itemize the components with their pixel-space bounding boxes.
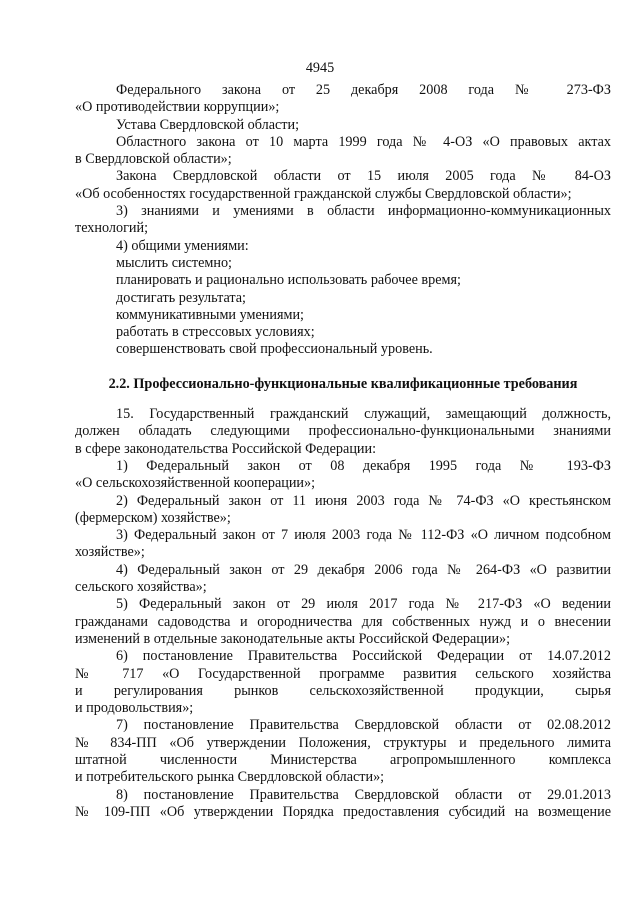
line: 8) постановление Правительства Свердловской области от 29.01.2013: [116, 786, 611, 803]
skill-item: работать в стрессовых условиях;: [116, 324, 315, 341]
line: сельского хозяйства»;: [75, 579, 207, 596]
line: № 717 «О Государственной программе развития сельского хозяйства: [75, 665, 611, 682]
line: Областного закона от 10 марта 1999 года № 4-ОЗ «О правовых актах: [116, 133, 611, 150]
line: и продовольствия»;: [75, 700, 194, 717]
line: Закона Свердловской области от 15 июля 2005 года № 84-ОЗ: [116, 168, 611, 185]
skill-item: достигать результата;: [116, 289, 246, 306]
skill-item: коммуникативными умениями;: [116, 306, 304, 323]
line: 7) постановление Правительства Свердловской области от 02.08.2012: [116, 717, 611, 734]
skill-item: совершенствовать свой профессиональный уровень.: [116, 341, 433, 358]
line: и регулирования рынков сельскохозяйственной продукции, сырья: [75, 682, 611, 699]
skill-item: планировать и рационально использовать рабочее время;: [116, 272, 461, 289]
line: Устава Свердловской области;: [116, 116, 300, 133]
line: «Об особенностях государственной гражданской службы Свердловской области»;: [75, 185, 572, 202]
line: 3) знаниями и умениями в области информационно-коммуникационных: [116, 203, 611, 220]
line: «О сельскохозяйственной кооперации»;: [75, 475, 316, 492]
line: 3) Федеральный закон от 7 июля 2003 года № 112-ФЗ «О личном подсобном: [116, 527, 611, 544]
document-body: [75, 82, 611, 821]
line: гражданами садоводства и огородничества для собственных нужд и о внесении: [75, 613, 611, 630]
line: 4) общими умениями:: [116, 237, 249, 254]
line: 5) Федеральный закон от 29 июля 2017 года № 217-ФЗ «О ведении: [116, 596, 611, 613]
line: 2) Федеральный закон от 11 июня 2003 года № 74-ФЗ «О крестьянском: [116, 492, 611, 509]
line: изменений в отдельные законодательные акты Российской Федерации»;: [75, 630, 511, 647]
line: должен обладать следующими профессионально-функциональными знаниями: [75, 423, 611, 440]
line: технологий;: [75, 220, 149, 237]
line: № 109-ПП «Об утверждении Порядка предоставления субсидий на возмещение: [75, 803, 611, 820]
line: хозяйстве»;: [75, 544, 145, 561]
line: Федерального закона от 25 декабря 2008 года № 273-ФЗ: [116, 82, 611, 98]
line: штатной численности Министерства агропромышленного комплекса: [75, 751, 611, 768]
line: 4) Федеральный закон от 29 декабря 2006 года № 264-ФЗ «О развитии: [116, 561, 611, 578]
line: № 834-ПП «Об утверждении Положения, структуры и предельного лимита: [75, 734, 611, 751]
line: в сфере законодательства Российской Федерации:: [75, 440, 377, 457]
line: «О противодействии коррупции»;: [75, 99, 280, 116]
line: и потребительского рынка Свердловской области»;: [75, 769, 385, 786]
page-number: 4945: [305, 60, 335, 76]
line: 15. Государственный гражданский служащий, замещающий должность,: [116, 406, 611, 423]
skill-item: мыслить системно;: [116, 254, 232, 271]
line: 6) постановление Правительства Российской Федерации от 14.07.2012: [116, 648, 611, 665]
line: 1) Федеральный закон от 08 декабря 1995 года № 193-ФЗ: [116, 457, 611, 474]
line: (фермерском) хозяйстве»;: [75, 509, 231, 526]
line: в Свердловской области»;: [75, 151, 232, 168]
section-heading: 2.2. Профессионально-функциональные квалификационные требования: [108, 375, 578, 392]
